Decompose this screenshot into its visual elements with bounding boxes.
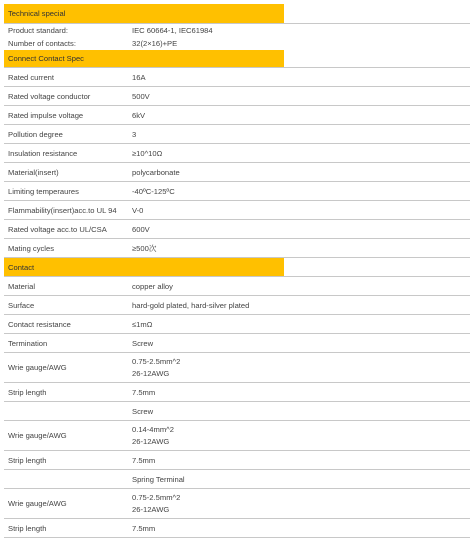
spec-value: hard-gold plated, hard-silver plated bbox=[132, 300, 250, 310]
spec-value: 7.5mm bbox=[132, 523, 156, 533]
spec-value bbox=[128, 492, 470, 516]
spec-value: Screw bbox=[132, 406, 154, 416]
spec-row bbox=[4, 277, 470, 296]
spec-row bbox=[4, 87, 470, 106]
spec-label: Contact resistance bbox=[8, 319, 71, 329]
header-blank bbox=[284, 4, 470, 23]
spec-value: ≥500次 bbox=[132, 243, 157, 253]
section-header-contact bbox=[4, 258, 470, 277]
spec-value-line: 0.75-2.5mm^2 bbox=[132, 492, 181, 502]
spec-row bbox=[4, 68, 470, 87]
spec-row bbox=[4, 37, 470, 50]
spec-label: Surface bbox=[8, 300, 35, 310]
spec-row bbox=[4, 144, 470, 163]
spec-label: Rated impulse voltage bbox=[8, 110, 84, 120]
spec-value: Spring Terminal bbox=[132, 474, 185, 484]
spec-value: 500V bbox=[132, 91, 150, 101]
section-header-technical-special bbox=[4, 4, 470, 24]
spec-label: Strip length bbox=[8, 387, 47, 397]
spec-label: Mating cycles bbox=[8, 243, 55, 253]
spec-value-line: 26-12AWG bbox=[132, 436, 170, 446]
spec-row bbox=[4, 402, 470, 421]
spec-value: 32(2×16)+PE bbox=[132, 39, 178, 48]
spec-row bbox=[4, 519, 470, 538]
spec-label: Limiting temperaures bbox=[8, 186, 79, 196]
spec-label: Wrie gauge/AWG bbox=[8, 431, 67, 440]
spec-value: copper alloy bbox=[132, 281, 173, 291]
spec-label: Product standard: bbox=[8, 26, 68, 35]
spec-value: 3 bbox=[132, 129, 137, 139]
spec-table bbox=[4, 4, 470, 538]
spec-value-line: 0.75-2.5mm^2 bbox=[132, 356, 181, 366]
section-title: Contact bbox=[8, 262, 35, 272]
spec-value: IEC 60664-1, IEC61984 bbox=[132, 26, 213, 35]
spec-label: Number of contacts: bbox=[8, 39, 76, 48]
spec-label: Rated current bbox=[8, 72, 55, 82]
spec-value: Screw bbox=[132, 338, 154, 348]
spec-row bbox=[4, 315, 470, 334]
spec-row bbox=[4, 182, 470, 201]
spec-value bbox=[128, 424, 470, 448]
spec-row bbox=[4, 421, 470, 451]
spec-value: -40ºC-125ºC bbox=[132, 186, 175, 196]
spec-row bbox=[4, 296, 470, 315]
spec-value-line: 26-12AWG bbox=[132, 504, 170, 514]
spec-label: Wrie gauge/AWG bbox=[8, 499, 67, 508]
header-blank bbox=[284, 258, 470, 276]
spec-value-line: 26-12AWG bbox=[132, 368, 170, 378]
spec-value: polycarbonate bbox=[132, 167, 180, 177]
spec-label: Strip length bbox=[8, 455, 47, 465]
section-title: Connect Contact Spec bbox=[8, 54, 84, 63]
spec-value: ≥10^10Ω bbox=[132, 148, 163, 158]
spec-value: ≤1mΩ bbox=[132, 319, 153, 329]
spec-label: Material(insert) bbox=[8, 167, 59, 177]
spec-row bbox=[4, 220, 470, 239]
spec-row bbox=[4, 106, 470, 125]
spec-value: 16A bbox=[132, 72, 146, 82]
spec-value: 7.5mm bbox=[132, 387, 156, 397]
spec-row bbox=[4, 383, 470, 402]
spec-label: Wrie gauge/AWG bbox=[8, 363, 67, 372]
spec-row bbox=[4, 125, 470, 144]
header-blank bbox=[284, 50, 470, 67]
spec-label: Flammability(insert)acc.to UL 94 bbox=[8, 205, 117, 215]
spec-label: Pollution degree bbox=[8, 129, 63, 139]
spec-row bbox=[4, 239, 470, 258]
spec-row bbox=[4, 24, 470, 37]
spec-label: Material bbox=[8, 281, 36, 291]
spec-row bbox=[4, 201, 470, 220]
spec-value-line: 0.14-4mm^2 bbox=[132, 424, 174, 434]
spec-label: Insulation resistance bbox=[8, 148, 78, 158]
spec-row bbox=[4, 489, 470, 519]
spec-label: Strip length bbox=[8, 523, 47, 533]
spec-value: V-0 bbox=[132, 205, 144, 215]
spec-row bbox=[4, 353, 470, 383]
spec-row bbox=[4, 163, 470, 182]
spec-row bbox=[4, 470, 470, 489]
spec-value bbox=[128, 356, 470, 380]
section-title: Technical special bbox=[8, 9, 66, 18]
spec-label: Rated voltage conductor bbox=[8, 91, 91, 101]
spec-label: Rated voltage acc.to UL/CSA bbox=[8, 224, 107, 234]
spec-value: 600V bbox=[132, 224, 150, 234]
spec-value: 6kV bbox=[132, 110, 146, 120]
spec-row bbox=[4, 451, 470, 470]
spec-row bbox=[4, 334, 470, 353]
spec-value: 7.5mm bbox=[132, 455, 156, 465]
section-header-connect-contact-spec bbox=[4, 50, 470, 68]
spec-label: Termination bbox=[8, 338, 48, 348]
